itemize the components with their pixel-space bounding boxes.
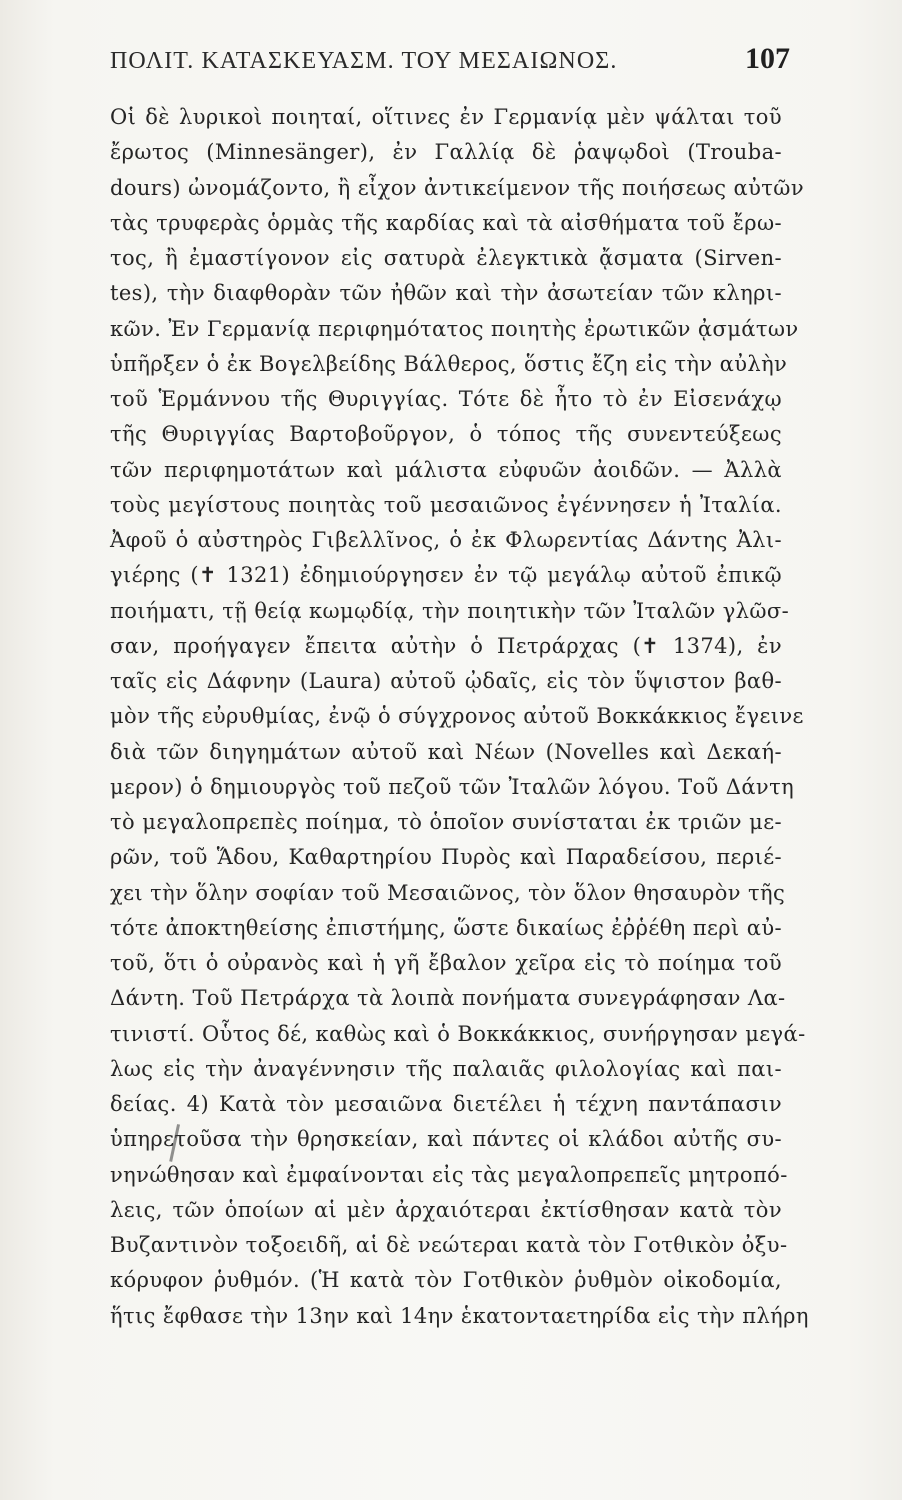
page-header xyxy=(110,42,790,82)
page-number: 107 xyxy=(745,42,790,75)
text-line: γιέρης (✝ 1321) ἐδημιούργησεν ἐν τῷ μεγάλῳ αὐτοῦ ἐπικῷ xyxy=(110,563,782,588)
text-line: τότε ἀποκτηθείσης ἐπιστήμης, ὥστε δικαίως ἐῤῥέθη περὶ αὐ- xyxy=(110,915,782,940)
text-line: Ἀφοῦ ὁ αὐστηρὸς Γιβελλῖνος, ὁ ἐκ Φλωρεντίας Δάντης Ἀλι- xyxy=(110,528,782,552)
text-line: λως εἰς τὴν ἀναγέννησιν τῆς παλαιᾶς φιλολογίας καὶ παι- xyxy=(110,1056,782,1081)
text-line: κῶν. Ἐν Γερμανίᾳ περιφημότατος ποιητὴς ἐρωτικῶν ᾀσμάτων xyxy=(110,316,799,341)
text-line: τος, ἢ ἐμαστίγονον εἰς σατυρὰ ἐλεγκτικὰ ᾄσματα (Sirven- xyxy=(110,246,782,270)
text-line: τὰς τρυφερὰς ὁρμὰς τῆς καρδίας καὶ τὰ αἰσθήματα τοῦ ἔρω- xyxy=(110,210,782,235)
text-line: Οἱ δὲ λυρικοὶ ποιηταί, οἵτινες ἐν Γερμανίᾳ μὲν ψάλται τοῦ xyxy=(110,105,782,129)
text-line: τινιστί. Οὗτος δέ, καθὼς καὶ ὁ Βοκκάκκιος, συνήργησαν μεγά- xyxy=(110,1021,806,1046)
running-head: ΠΟΛΙΤ. ΚΑΤΑΣΚΕΥΑΣΜ. ΤΟΥ ΜΕΣΑΙΩΝΟΣ. xyxy=(110,48,618,74)
text-line: ἥτις ἔφθασε τὴν 13ην καὶ 14ην ἑκατονταετηρίδα εἰς τὴν πλήρη xyxy=(110,1303,809,1328)
text-line: Δάντη. Τοῦ Πετράρχα τὰ λοιπὰ πονήματα συνεγράφησαν Λα- xyxy=(110,986,786,1011)
text-line: τοῦ Ἑρμάννου τῆς Θυριγγίας. Τότε δὲ ἦτο τὸ ἐν Εἰσενάχῳ xyxy=(110,387,782,411)
text-line: ὑπηρετοῦσα τὴν θρησκείαν, καὶ πάντες οἱ κλάδοι αὐτῆς συ- xyxy=(110,1127,782,1152)
text-line: dours) ὠνομάζοντο, ἢ εἶχον ἀντικείμενον τῆς ποιήσεως αὐτῶν xyxy=(110,175,804,200)
text-line: τῆς Θυριγγίας Βαρτοβοῦργον, ὁ τόπος τῆς συνεντεύξεως xyxy=(110,422,782,447)
text-line: τῶν περιφημοτάτων καὶ μάλιστα εὐφυῶν ἀοιδῶν. — Ἀλλὰ xyxy=(110,457,782,482)
text-line: Βυζαντινὸν τοξοειδῆ, αἱ δὲ νεώτεραι κατὰ τὸν Γοτθικὸν ὀξυ- xyxy=(110,1233,788,1257)
body-text xyxy=(110,100,809,1334)
text-line: ποιήματι, τῇ θείᾳ κωμῳδίᾳ, τὴν ποιητικὴν τῶν Ἰταλῶν γλῶσ- xyxy=(110,598,790,623)
text-line: ρῶν, τοῦ Ἅδου, Καθαρτηρίου Πυρὸς καὶ Παραδείσου, περιέ- xyxy=(110,845,782,870)
text-line: ταῖς εἰς Δάφνην (Laura) αὐτοῦ ᾠδαῖς, εἰς τὸν ὕψιστον βαθ- xyxy=(110,669,782,693)
text-line: τὸ μεγαλοπρεπὲς ποίημα, τὸ ὁποῖον συνίσταται ἐκ τριῶν με- xyxy=(110,810,782,834)
text-line: σαν, προήγαγεν ἔπειτα αὐτὴν ὁ Πετράρχας (✝ 1374), ἐν xyxy=(110,633,782,658)
text-line: χει τὴν ὅλην σοφίαν τοῦ Μεσαιῶνος, τὸν ὅλον θησαυρὸν τῆς xyxy=(110,880,786,905)
text-line: δείας. 4) Κατὰ τὸν μεσαιῶνα διετέλει ἡ τέχνη παντάπασιν xyxy=(110,1092,782,1116)
text-line: μὸν τῆς εὐρυθμίας, ἐνῷ ὁ σύγχρονος αὐτοῦ Βοκκάκκιος ἔγεινε xyxy=(110,704,804,729)
text-line: μερον) ὁ δημιουργὸς τοῦ πεζοῦ τῶν Ἰταλῶν λόγου. Τοῦ Δάντη xyxy=(110,774,795,799)
text-line: ἔρωτος (Minnesänger), ἐν Γαλλίᾳ δὲ ῥαψῳδοὶ (Trouba- xyxy=(110,140,782,165)
text-line: νηνώθησαν καὶ ἐμφαίνονται εἰς τὰς μεγαλοπρεπεῖς μητροπό- xyxy=(110,1162,788,1187)
text-line: λεις, τῶν ὁποίων αἱ μὲν ἀρχαιότεραι ἐκτίσθησαν κατὰ τὸν xyxy=(110,1197,782,1222)
text-line: tes), τὴν διαφθορὰν τῶν ἠθῶν καὶ τὴν ἀσωτείαν τῶν κληρι- xyxy=(110,281,782,306)
text-line: τοῦ, ὅτι ὁ οὐρανὸς καὶ ἡ γῆ ἔβαλον χεῖρα εἰς τὸ ποίημα τοῦ xyxy=(110,951,782,975)
text-line: διὰ τῶν διηγημάτων αὐτοῦ καὶ Νέων (Novelles καὶ Δεκαή- xyxy=(110,739,782,764)
text-line: ὑπῆρξεν ὁ ἐκ Βογελβείδης Βάλθερος, ὅστις ἔζη εἰς τὴν αὐλὴν xyxy=(110,351,788,376)
text-line: κόρυφον ῥυθμόν. (Ἡ κατὰ τὸν Γοτθικὸν ῥυθμὸν οἰκοδομία, xyxy=(110,1268,782,1293)
text-line: τοὺς μεγίστους ποιητὰς τοῦ μεσαιῶνος ἐγέννησεν ἡ Ἰταλία. xyxy=(110,492,782,517)
